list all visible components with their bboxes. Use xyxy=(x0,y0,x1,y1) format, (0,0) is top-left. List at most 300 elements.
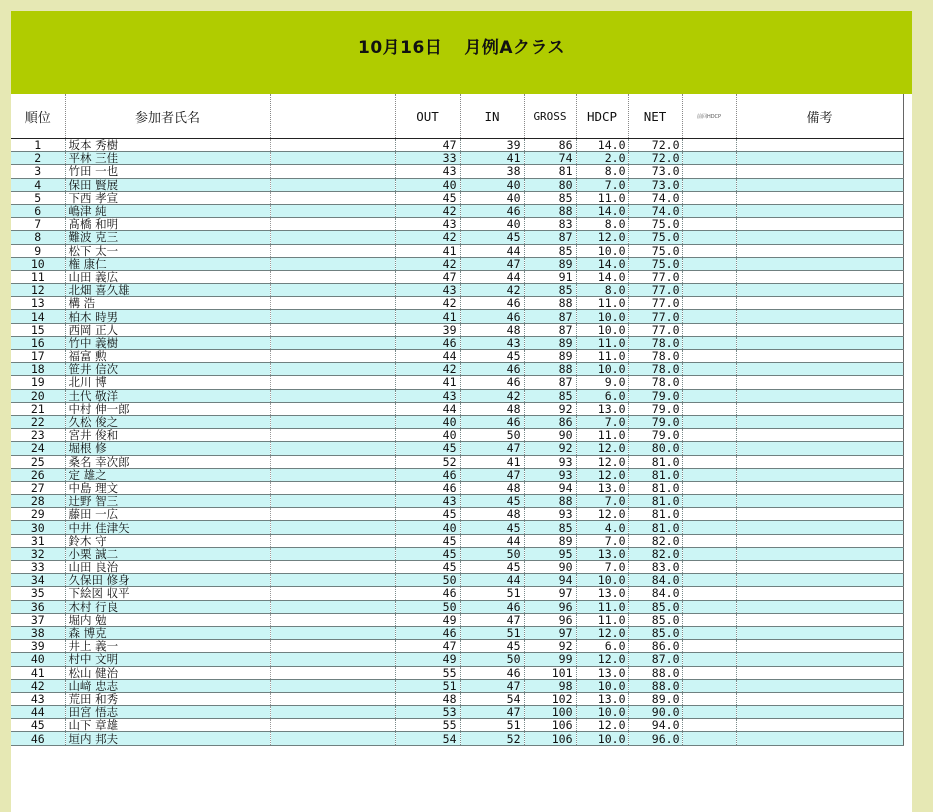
net-cell: 80.0 xyxy=(628,442,682,455)
net-cell: 75.0 xyxy=(628,257,682,270)
out-cell: 41 xyxy=(395,310,460,323)
table-row xyxy=(11,244,903,257)
player-name-cell: 笹井 信次 xyxy=(65,363,270,376)
in-cell: 50 xyxy=(460,429,524,442)
out-cell: 40 xyxy=(395,521,460,534)
rank-cell: 9 xyxy=(11,244,65,257)
rank-cell: 43 xyxy=(11,692,65,705)
rank-cell: 6 xyxy=(11,204,65,217)
hdcp-cell: 11.0 xyxy=(576,600,628,613)
remarks-cell xyxy=(736,600,903,613)
out-cell: 52 xyxy=(395,455,460,468)
hdcp-cell: 12.0 xyxy=(576,626,628,639)
blank-cell xyxy=(270,139,395,152)
out-cell: 46 xyxy=(395,587,460,600)
gross-cell: 83 xyxy=(524,218,576,231)
out-cell: 55 xyxy=(395,666,460,679)
table-row xyxy=(11,310,903,323)
player-name-cell: 田宮 悟志 xyxy=(65,706,270,719)
hdcp-cell: 7.0 xyxy=(576,534,628,547)
in-cell: 47 xyxy=(460,468,524,481)
prev-hdcp-cell xyxy=(682,231,736,244)
table-row xyxy=(11,429,903,442)
net-cell: 77.0 xyxy=(628,284,682,297)
blank-cell xyxy=(270,270,395,283)
out-cell: 42 xyxy=(395,231,460,244)
player-name-cell: 辻野 智三 xyxy=(65,495,270,508)
in-cell: 44 xyxy=(460,244,524,257)
rank-cell: 35 xyxy=(11,587,65,600)
blank-cell xyxy=(270,297,395,310)
remarks-cell xyxy=(736,376,903,389)
out-cell: 47 xyxy=(395,640,460,653)
prev-hdcp-cell xyxy=(682,508,736,521)
remarks-cell xyxy=(736,508,903,521)
prev-hdcp-cell xyxy=(682,429,736,442)
table-row xyxy=(11,547,903,560)
blank-cell xyxy=(270,508,395,521)
gross-cell: 93 xyxy=(524,508,576,521)
remarks-cell xyxy=(736,350,903,363)
blank-cell xyxy=(270,244,395,257)
table-row xyxy=(11,626,903,639)
gross-cell: 99 xyxy=(524,653,576,666)
gross-cell: 92 xyxy=(524,442,576,455)
net-cell: 74.0 xyxy=(628,204,682,217)
table-row xyxy=(11,613,903,626)
rank-cell: 31 xyxy=(11,534,65,547)
out-cell: 42 xyxy=(395,204,460,217)
gross-cell: 88 xyxy=(524,297,576,310)
player-name-cell: 宮井 俊和 xyxy=(65,429,270,442)
remarks-cell xyxy=(736,297,903,310)
in-cell: 42 xyxy=(460,389,524,402)
hdcp-cell: 7.0 xyxy=(576,415,628,428)
header-row xyxy=(11,94,903,139)
blank-cell xyxy=(270,402,395,415)
prev-hdcp-cell xyxy=(682,719,736,732)
prev-hdcp-cell xyxy=(682,587,736,600)
hdcp-cell: 12.0 xyxy=(576,231,628,244)
prev-hdcp-cell xyxy=(682,495,736,508)
net-cell: 88.0 xyxy=(628,679,682,692)
in-cell: 40 xyxy=(460,191,524,204)
player-name-cell: 難波 克三 xyxy=(65,231,270,244)
gross-cell: 94 xyxy=(524,481,576,494)
in-cell: 41 xyxy=(460,455,524,468)
rank-cell: 45 xyxy=(11,719,65,732)
prev-hdcp-cell xyxy=(682,534,736,547)
out-cell: 40 xyxy=(395,178,460,191)
table-row xyxy=(11,231,903,244)
out-cell: 55 xyxy=(395,719,460,732)
blank-cell xyxy=(270,191,395,204)
remarks-cell xyxy=(736,521,903,534)
remarks-cell xyxy=(736,679,903,692)
rank-cell: 16 xyxy=(11,336,65,349)
player-name-cell: 北川 博 xyxy=(65,376,270,389)
rank-cell: 33 xyxy=(11,561,65,574)
blank-cell xyxy=(270,218,395,231)
net-cell: 78.0 xyxy=(628,350,682,363)
hdcp-cell: 12.0 xyxy=(576,455,628,468)
prev-hdcp-cell xyxy=(682,732,736,745)
rank-cell: 39 xyxy=(11,640,65,653)
prev-hdcp-cell xyxy=(682,204,736,217)
rank-cell: 24 xyxy=(11,442,65,455)
player-name-cell: 荒田 和秀 xyxy=(65,692,270,705)
remarks-cell xyxy=(736,389,903,402)
blank-cell xyxy=(270,679,395,692)
out-cell: 41 xyxy=(395,244,460,257)
hdcp-cell: 11.0 xyxy=(576,613,628,626)
table-row xyxy=(11,350,903,363)
table-row xyxy=(11,178,903,191)
table-row xyxy=(11,495,903,508)
gross-cell: 106 xyxy=(524,719,576,732)
blank-cell xyxy=(270,376,395,389)
gross-cell: 96 xyxy=(524,613,576,626)
out-cell: 43 xyxy=(395,389,460,402)
remarks-cell xyxy=(736,495,903,508)
out-cell: 46 xyxy=(395,481,460,494)
rank-cell: 41 xyxy=(11,666,65,679)
prev-hdcp-cell xyxy=(682,363,736,376)
rank-cell: 46 xyxy=(11,732,65,745)
gross-cell: 94 xyxy=(524,574,576,587)
rank-cell: 34 xyxy=(11,574,65,587)
table-row xyxy=(11,442,903,455)
in-cell: 47 xyxy=(460,679,524,692)
net-cell: 81.0 xyxy=(628,508,682,521)
gross-cell: 90 xyxy=(524,561,576,574)
remarks-cell xyxy=(736,653,903,666)
gross-cell: 80 xyxy=(524,178,576,191)
prev-hdcp-cell xyxy=(682,574,736,587)
prev-hdcp-cell xyxy=(682,666,736,679)
gross-cell: 87 xyxy=(524,323,576,336)
header-net: NET xyxy=(628,94,682,139)
net-cell: 81.0 xyxy=(628,495,682,508)
blank-cell xyxy=(270,547,395,560)
prev-hdcp-cell xyxy=(682,468,736,481)
net-cell: 81.0 xyxy=(628,468,682,481)
in-cell: 50 xyxy=(460,653,524,666)
blank-cell xyxy=(270,521,395,534)
net-cell: 73.0 xyxy=(628,178,682,191)
player-name-cell: 木村 行良 xyxy=(65,600,270,613)
player-name-cell: 西岡 正人 xyxy=(65,323,270,336)
rank-cell: 10 xyxy=(11,257,65,270)
table-row xyxy=(11,679,903,692)
gross-cell: 97 xyxy=(524,626,576,639)
blank-cell xyxy=(270,666,395,679)
remarks-cell xyxy=(736,640,903,653)
player-name-cell: 鈴木 守 xyxy=(65,534,270,547)
hdcp-cell: 10.0 xyxy=(576,706,628,719)
out-cell: 51 xyxy=(395,679,460,692)
table-row xyxy=(11,574,903,587)
in-cell: 41 xyxy=(460,152,524,165)
net-cell: 96.0 xyxy=(628,732,682,745)
net-cell: 75.0 xyxy=(628,231,682,244)
gross-cell: 101 xyxy=(524,666,576,679)
net-cell: 78.0 xyxy=(628,376,682,389)
blank-cell xyxy=(270,336,395,349)
out-cell: 44 xyxy=(395,350,460,363)
prev-hdcp-cell xyxy=(682,152,736,165)
gross-cell: 106 xyxy=(524,732,576,745)
in-cell: 44 xyxy=(460,270,524,283)
prev-hdcp-cell xyxy=(682,165,736,178)
table-row xyxy=(11,732,903,745)
remarks-cell xyxy=(736,284,903,297)
player-name-cell: 権 康仁 xyxy=(65,257,270,270)
blank-cell xyxy=(270,534,395,547)
in-cell: 40 xyxy=(460,218,524,231)
net-cell: 75.0 xyxy=(628,218,682,231)
remarks-cell xyxy=(736,165,903,178)
in-cell: 54 xyxy=(460,692,524,705)
blank-cell xyxy=(270,429,395,442)
net-cell: 72.0 xyxy=(628,139,682,152)
prev-hdcp-cell xyxy=(682,270,736,283)
player-name-cell: 嶋津 純 xyxy=(65,204,270,217)
rank-cell: 23 xyxy=(11,429,65,442)
gross-cell: 91 xyxy=(524,270,576,283)
rank-cell: 4 xyxy=(11,178,65,191)
net-cell: 72.0 xyxy=(628,152,682,165)
in-cell: 46 xyxy=(460,204,524,217)
net-cell: 77.0 xyxy=(628,270,682,283)
gross-cell: 81 xyxy=(524,165,576,178)
blank-cell xyxy=(270,178,395,191)
prev-hdcp-cell xyxy=(682,640,736,653)
results-table xyxy=(11,94,904,746)
rank-cell: 1 xyxy=(11,139,65,152)
hdcp-cell: 11.0 xyxy=(576,336,628,349)
net-cell: 81.0 xyxy=(628,481,682,494)
blank-cell xyxy=(270,310,395,323)
player-name-cell: 平林 三佳 xyxy=(65,152,270,165)
net-cell: 79.0 xyxy=(628,389,682,402)
rank-cell: 29 xyxy=(11,508,65,521)
table-row xyxy=(11,363,903,376)
hdcp-cell: 4.0 xyxy=(576,521,628,534)
remarks-cell xyxy=(736,363,903,376)
out-cell: 47 xyxy=(395,139,460,152)
table-row xyxy=(11,706,903,719)
results-body xyxy=(11,139,903,746)
remarks-cell xyxy=(736,178,903,191)
results-sheet xyxy=(11,11,912,812)
net-cell: 81.0 xyxy=(628,521,682,534)
header-remarks: 備考 xyxy=(736,94,903,139)
player-name-cell: 下西 孝宣 xyxy=(65,191,270,204)
rank-cell: 14 xyxy=(11,310,65,323)
player-name-cell: 竹田 一也 xyxy=(65,165,270,178)
out-cell: 43 xyxy=(395,284,460,297)
gross-cell: 85 xyxy=(524,244,576,257)
table-row xyxy=(11,600,903,613)
out-cell: 39 xyxy=(395,323,460,336)
remarks-cell xyxy=(736,231,903,244)
player-name-cell: 久保田 修身 xyxy=(65,574,270,587)
remarks-cell xyxy=(736,415,903,428)
player-name-cell: 井上 義一 xyxy=(65,640,270,653)
title-class: 月例Aクラス xyxy=(464,38,565,58)
player-name-cell: 小栗 誠二 xyxy=(65,547,270,560)
blank-cell xyxy=(270,561,395,574)
player-name-cell: 山﨑 忠志 xyxy=(65,679,270,692)
out-cell: 53 xyxy=(395,706,460,719)
rank-cell: 18 xyxy=(11,363,65,376)
in-cell: 44 xyxy=(460,574,524,587)
table-row xyxy=(11,402,903,415)
prev-hdcp-cell xyxy=(682,600,736,613)
table-row xyxy=(11,468,903,481)
player-name-cell: 中村 伸一郎 xyxy=(65,402,270,415)
hdcp-cell: 8.0 xyxy=(576,218,628,231)
rank-cell: 13 xyxy=(11,297,65,310)
gross-cell: 89 xyxy=(524,336,576,349)
hdcp-cell: 12.0 xyxy=(576,468,628,481)
player-name-cell: 山下 章雄 xyxy=(65,719,270,732)
remarks-cell xyxy=(736,270,903,283)
blank-cell xyxy=(270,706,395,719)
in-cell: 48 xyxy=(460,323,524,336)
hdcp-cell: 12.0 xyxy=(576,653,628,666)
in-cell: 45 xyxy=(460,495,524,508)
net-cell: 74.0 xyxy=(628,191,682,204)
blank-cell xyxy=(270,363,395,376)
blank-cell xyxy=(270,574,395,587)
net-cell: 77.0 xyxy=(628,297,682,310)
in-cell: 43 xyxy=(460,336,524,349)
table-row xyxy=(11,152,903,165)
prev-hdcp-cell xyxy=(682,626,736,639)
blank-cell xyxy=(270,165,395,178)
out-cell: 42 xyxy=(395,297,460,310)
net-cell: 84.0 xyxy=(628,587,682,600)
out-cell: 43 xyxy=(395,218,460,231)
rank-cell: 44 xyxy=(11,706,65,719)
header-rank: 順位 xyxy=(11,94,65,139)
rank-cell: 36 xyxy=(11,600,65,613)
net-cell: 77.0 xyxy=(628,323,682,336)
in-cell: 50 xyxy=(460,547,524,560)
out-cell: 48 xyxy=(395,692,460,705)
remarks-cell xyxy=(736,442,903,455)
hdcp-cell: 14.0 xyxy=(576,270,628,283)
in-cell: 51 xyxy=(460,626,524,639)
rank-cell: 5 xyxy=(11,191,65,204)
prev-hdcp-cell xyxy=(682,679,736,692)
net-cell: 73.0 xyxy=(628,165,682,178)
in-cell: 48 xyxy=(460,402,524,415)
gross-cell: 85 xyxy=(524,521,576,534)
net-cell: 89.0 xyxy=(628,692,682,705)
in-cell: 46 xyxy=(460,376,524,389)
out-cell: 49 xyxy=(395,653,460,666)
rank-cell: 3 xyxy=(11,165,65,178)
title-banner xyxy=(11,11,912,94)
header-in: IN xyxy=(460,94,524,139)
header-out: OUT xyxy=(395,94,460,139)
hdcp-cell: 14.0 xyxy=(576,204,628,217)
gross-cell: 89 xyxy=(524,534,576,547)
net-cell: 78.0 xyxy=(628,363,682,376)
in-cell: 45 xyxy=(460,350,524,363)
in-cell: 45 xyxy=(460,231,524,244)
out-cell: 43 xyxy=(395,165,460,178)
page-title xyxy=(11,33,912,58)
remarks-cell xyxy=(736,218,903,231)
blank-cell xyxy=(270,626,395,639)
gross-cell: 74 xyxy=(524,152,576,165)
in-cell: 46 xyxy=(460,415,524,428)
in-cell: 46 xyxy=(460,600,524,613)
prev-hdcp-cell xyxy=(682,547,736,560)
in-cell: 47 xyxy=(460,257,524,270)
out-cell: 42 xyxy=(395,257,460,270)
player-name-cell: 松下 太一 xyxy=(65,244,270,257)
table-row xyxy=(11,323,903,336)
prev-hdcp-cell xyxy=(682,442,736,455)
table-row xyxy=(11,204,903,217)
gross-cell: 98 xyxy=(524,679,576,692)
net-cell: 79.0 xyxy=(628,429,682,442)
table-row xyxy=(11,653,903,666)
hdcp-cell: 11.0 xyxy=(576,350,628,363)
in-cell: 46 xyxy=(460,363,524,376)
gross-cell: 87 xyxy=(524,231,576,244)
gross-cell: 85 xyxy=(524,389,576,402)
remarks-cell xyxy=(736,323,903,336)
blank-cell xyxy=(270,284,395,297)
rank-cell: 11 xyxy=(11,270,65,283)
player-name-cell: 坂本 秀樹 xyxy=(65,139,270,152)
table-row xyxy=(11,561,903,574)
remarks-cell xyxy=(736,429,903,442)
player-name-cell: 山田 良治 xyxy=(65,561,270,574)
in-cell: 52 xyxy=(460,732,524,745)
remarks-cell xyxy=(736,692,903,705)
hdcp-cell: 13.0 xyxy=(576,402,628,415)
gross-cell: 85 xyxy=(524,284,576,297)
out-cell: 46 xyxy=(395,626,460,639)
gross-cell: 89 xyxy=(524,257,576,270)
prev-hdcp-cell xyxy=(682,350,736,363)
in-cell: 39 xyxy=(460,139,524,152)
hdcp-cell: 10.0 xyxy=(576,310,628,323)
title-date: 10月16日 xyxy=(358,38,443,58)
hdcp-cell: 11.0 xyxy=(576,429,628,442)
remarks-cell xyxy=(736,719,903,732)
rank-cell: 25 xyxy=(11,455,65,468)
remarks-cell xyxy=(736,732,903,745)
hdcp-cell: 8.0 xyxy=(576,284,628,297)
out-cell: 50 xyxy=(395,574,460,587)
net-cell: 85.0 xyxy=(628,600,682,613)
net-cell: 77.0 xyxy=(628,310,682,323)
hdcp-cell: 10.0 xyxy=(576,679,628,692)
rank-cell: 2 xyxy=(11,152,65,165)
blank-cell xyxy=(270,257,395,270)
out-cell: 46 xyxy=(395,468,460,481)
player-name-cell: 藤田 一広 xyxy=(65,508,270,521)
player-name-cell: 山田 義広 xyxy=(65,270,270,283)
